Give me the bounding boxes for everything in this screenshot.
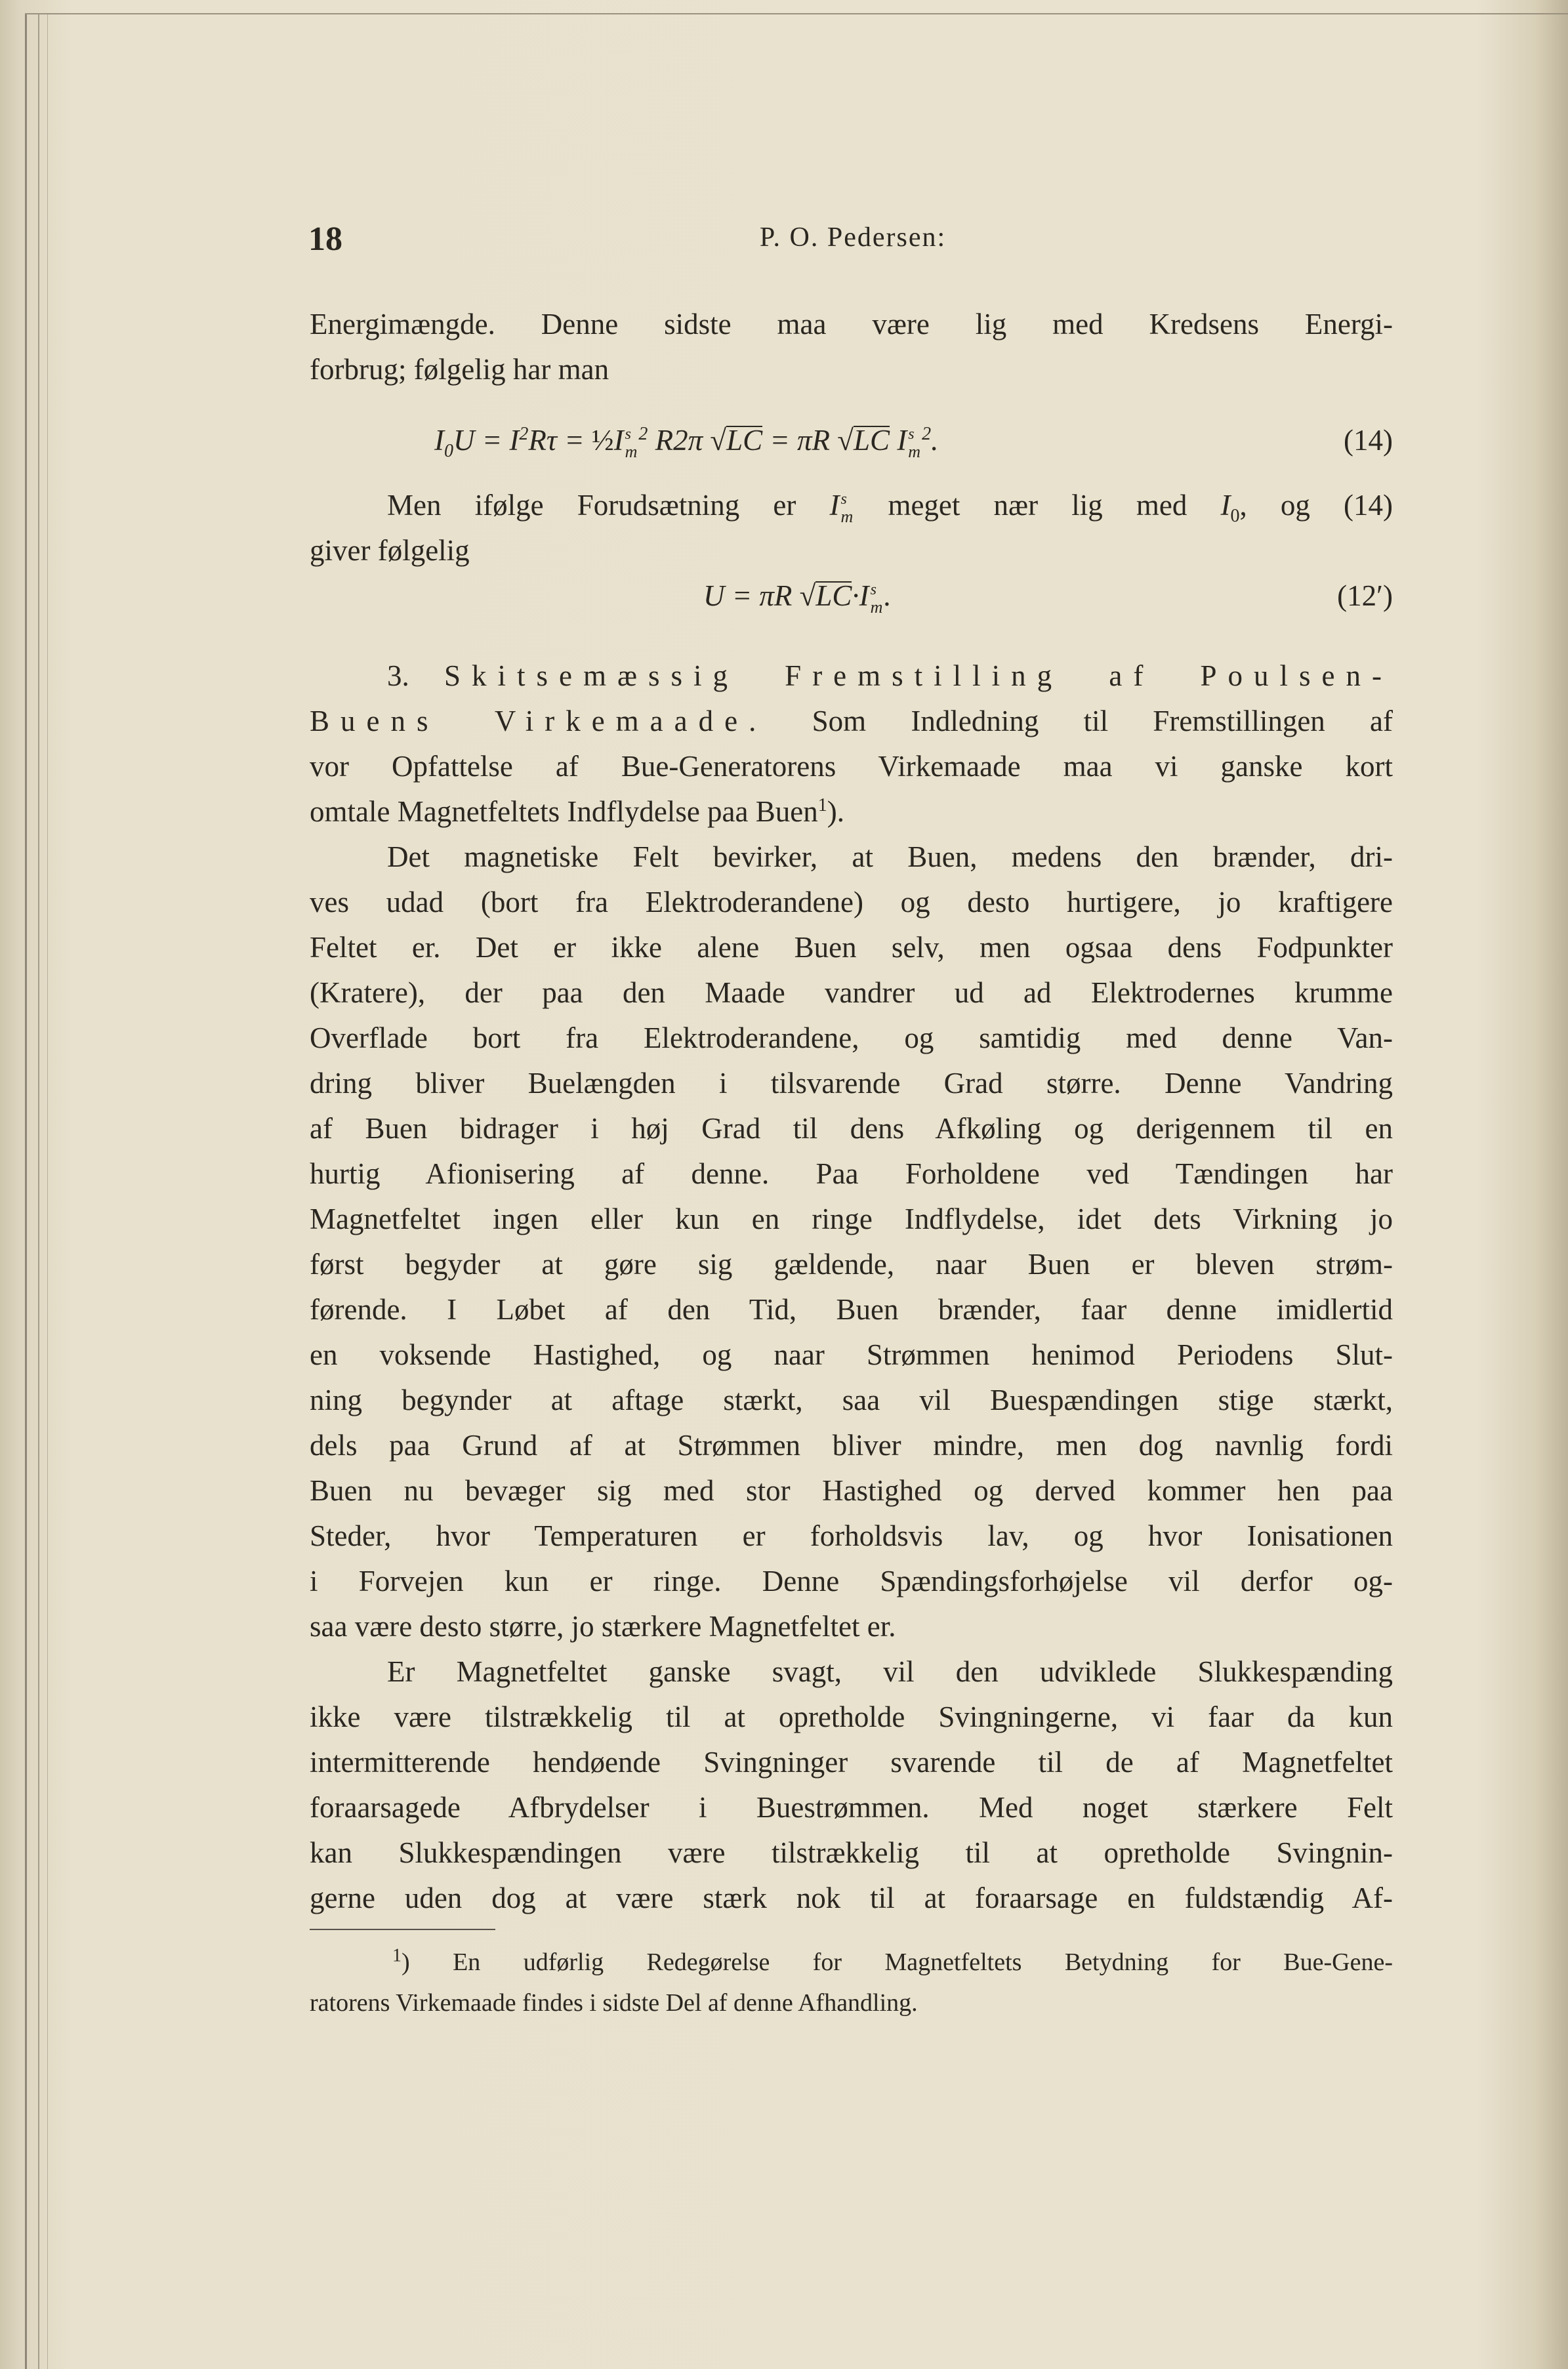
eq-index-stack [871, 581, 883, 617]
eq-term: I [434, 424, 444, 457]
eq-term: . [931, 424, 939, 457]
binding-edge [38, 13, 39, 2369]
text-line: ikke være tilstrækkelig til at opretholde Svingningerne, vi faar da kun [310, 1700, 1393, 1733]
symbol-index-stack [841, 491, 854, 526]
text-line: Feltet er. Det er ikke alene Buen selv, men ogsaa dens Fodpunkter [310, 931, 1393, 964]
section-3 [310, 653, 1393, 1921]
text: Som Indledning til Fremstillingen af [767, 705, 1393, 737]
footnote-line: ratorens Virkemaade findes i sidste Del af denne Afhandling. [310, 1989, 918, 2017]
text-line: intermitterende hendøende Svingninger svarende til de af Magnetfeltet [310, 1746, 1393, 1779]
eq-radicand: LC [815, 579, 852, 612]
text-line [310, 483, 1393, 528]
text-line: ning begynder at aftage stærkt, saa vil Buespændingen stige stærkt, [310, 1384, 1393, 1416]
eq-radicand: LC [854, 424, 890, 457]
eq-term: U = I [453, 424, 520, 457]
text-line: Magnetfeltet ingen eller kun en ringe Indflydelse, idet dets Virkning jo [310, 1203, 1393, 1235]
text-line: gerne uden dog at være stærk nok til at foraarsage en fuldstændig Af- [310, 1882, 1393, 1914]
footnote [310, 1942, 1393, 2023]
equation-12-prime [310, 573, 1393, 619]
eq-term: U = πR √ [703, 579, 816, 612]
footnote-ref[interactable]: 1 [817, 795, 827, 815]
text-line: Overflade bort fra Elektroderandene, og samtidig med denne Van- [310, 1021, 1393, 1054]
text-line: hurtig Afionisering af denne. Paa Forholdene ved Tændingen har [310, 1157, 1393, 1190]
eq-sup: s [870, 581, 877, 598]
eq-index-stack [625, 426, 638, 461]
text-line: giver følgelig [310, 534, 470, 567]
section-number: 3. [387, 659, 409, 692]
eq-term: ·I [852, 579, 869, 612]
text-line: ves udad (bort fra Elektroderandene) og desto hurtigere, jo kraftigere [310, 886, 1393, 918]
page-number: 18 [308, 220, 342, 258]
equation-number: (14) [1344, 424, 1393, 457]
eq-sub: m [908, 442, 921, 461]
text: , og (14) [1239, 489, 1393, 522]
text-line: Buen nu bevæger sig med stor Hastighed og derved kommer hen paa [310, 1474, 1393, 1507]
text-line: (Kratere), der paa den Maade vandrer ud ad Elektrodernes krumme [310, 976, 1393, 1009]
text-line [310, 789, 1393, 834]
eq-term: I [613, 424, 624, 457]
eq-sub: 0 [444, 441, 453, 461]
text-line [310, 699, 1393, 744]
symbol: I [1220, 489, 1231, 522]
text-line: dels paa Grund af at Strømmen bliver mindre, men dog navnlig fordi [310, 1429, 1393, 1462]
eq-radicand: LC [726, 424, 763, 457]
running-title: P. O. Pedersen: [759, 222, 947, 253]
section-title: Buens Virkemaade. [310, 705, 768, 737]
eq-sub: m [870, 597, 883, 617]
symbol-sub: 0 [1230, 506, 1240, 526]
symbol-sup: s [840, 490, 847, 508]
eq-sup: s [625, 425, 631, 443]
text: ). [827, 795, 844, 828]
eq-sup: 2 [519, 424, 529, 444]
text-line: af Buen bidrager i høj Grad til dens Afkøling og derigennem til en [310, 1112, 1393, 1145]
eq-term: R2π √ [648, 424, 727, 457]
paragraph-1 [310, 834, 1393, 1649]
intro-text [310, 302, 1393, 392]
text-line: først begyder at gøre sig gældende, naar Buen er bleven strøm- [310, 1248, 1393, 1281]
eq-fraction: ½ [591, 424, 614, 457]
text-line: saa være desto større, jo stærkere Magnetfeltet er. [310, 1610, 896, 1643]
footnote-mark: 1 [392, 1945, 402, 1966]
symbol: I [829, 489, 840, 522]
text-line: Det magnetiske Felt bevirker, at Buen, medens den brænder, dri- [387, 840, 1393, 873]
eq-sup: s [908, 425, 915, 443]
text-line: Energimængde. Denne sidste maa være lig med Kredsens Energi- [310, 308, 1393, 340]
text-line: forbrug; følgelig har man [310, 353, 609, 386]
eq-term: I [890, 424, 907, 457]
text-line: Er Magnetfeltet ganske svagt, vil den udviklede Slukkespænding [387, 1655, 1393, 1688]
text-line: Steder, hvor Temperaturen er forholdsvis lav, og hvor Ionisationen [310, 1519, 1393, 1552]
equation-body [434, 418, 938, 463]
text-line: i Forvejen kun er ringe. Denne Spændingsforhøjelse vil derfor og- [310, 1565, 1393, 1597]
eq-term: Rτ = [528, 424, 592, 457]
equation-body [703, 573, 892, 619]
text-line: foraarsagede Afbrydelser i Buestrømmen. Med noget stærkere Felt [310, 1791, 1393, 1824]
text-line: vor Opfattelse af Bue-Generatorens Virkemaade maa vi ganske kort [310, 750, 1393, 783]
section-heading-line [310, 653, 1393, 699]
eq-term: = πR √ [762, 424, 854, 457]
eq-index-stack [908, 426, 920, 461]
binding-edge [25, 13, 27, 2369]
binding-edge [47, 13, 48, 2369]
footnote-rule [310, 1929, 495, 1930]
eq-sup: 2 [638, 424, 648, 444]
section-title: Skitsemæssig Fremstilling af Poulsen- [444, 659, 1393, 692]
text: meget nær lig med [854, 489, 1221, 522]
text-line: dring bliver Buelængden i tilsvarende Grad større. Denne Vandring [310, 1067, 1393, 1100]
footnote-line [310, 1942, 1393, 1983]
equation-14 [310, 418, 1393, 463]
page-top-edge [25, 13, 1568, 14]
equation-number: (12′) [1337, 579, 1393, 612]
text-line: kan Slukkespændingen være tilstrækkelig til at opretholde Svingnin- [310, 1836, 1393, 1869]
text: omtale Magnetfeltets Indflydelse paa Buen [310, 795, 818, 828]
text-after-14 [310, 483, 1393, 573]
eq-term: . [884, 579, 892, 612]
symbol-sub: m [840, 506, 854, 526]
eq-sub: m [625, 442, 638, 461]
eq-sup: 2 [922, 424, 932, 444]
paragraph-2 [310, 1649, 1393, 1921]
text-line: en voksende Hastighed, og naar Strømmen henimod Periodens Slut- [310, 1338, 1393, 1371]
text-line: førende. I Løbet af den Tid, Buen brænder, faar denne imidlertid [310, 1293, 1393, 1326]
text: Men ifølge Forudsætning er [387, 489, 830, 522]
text: ) En udførlig Redegørelse for Magnetfeltets Betydning for Bue-Gene- [402, 1948, 1393, 1976]
